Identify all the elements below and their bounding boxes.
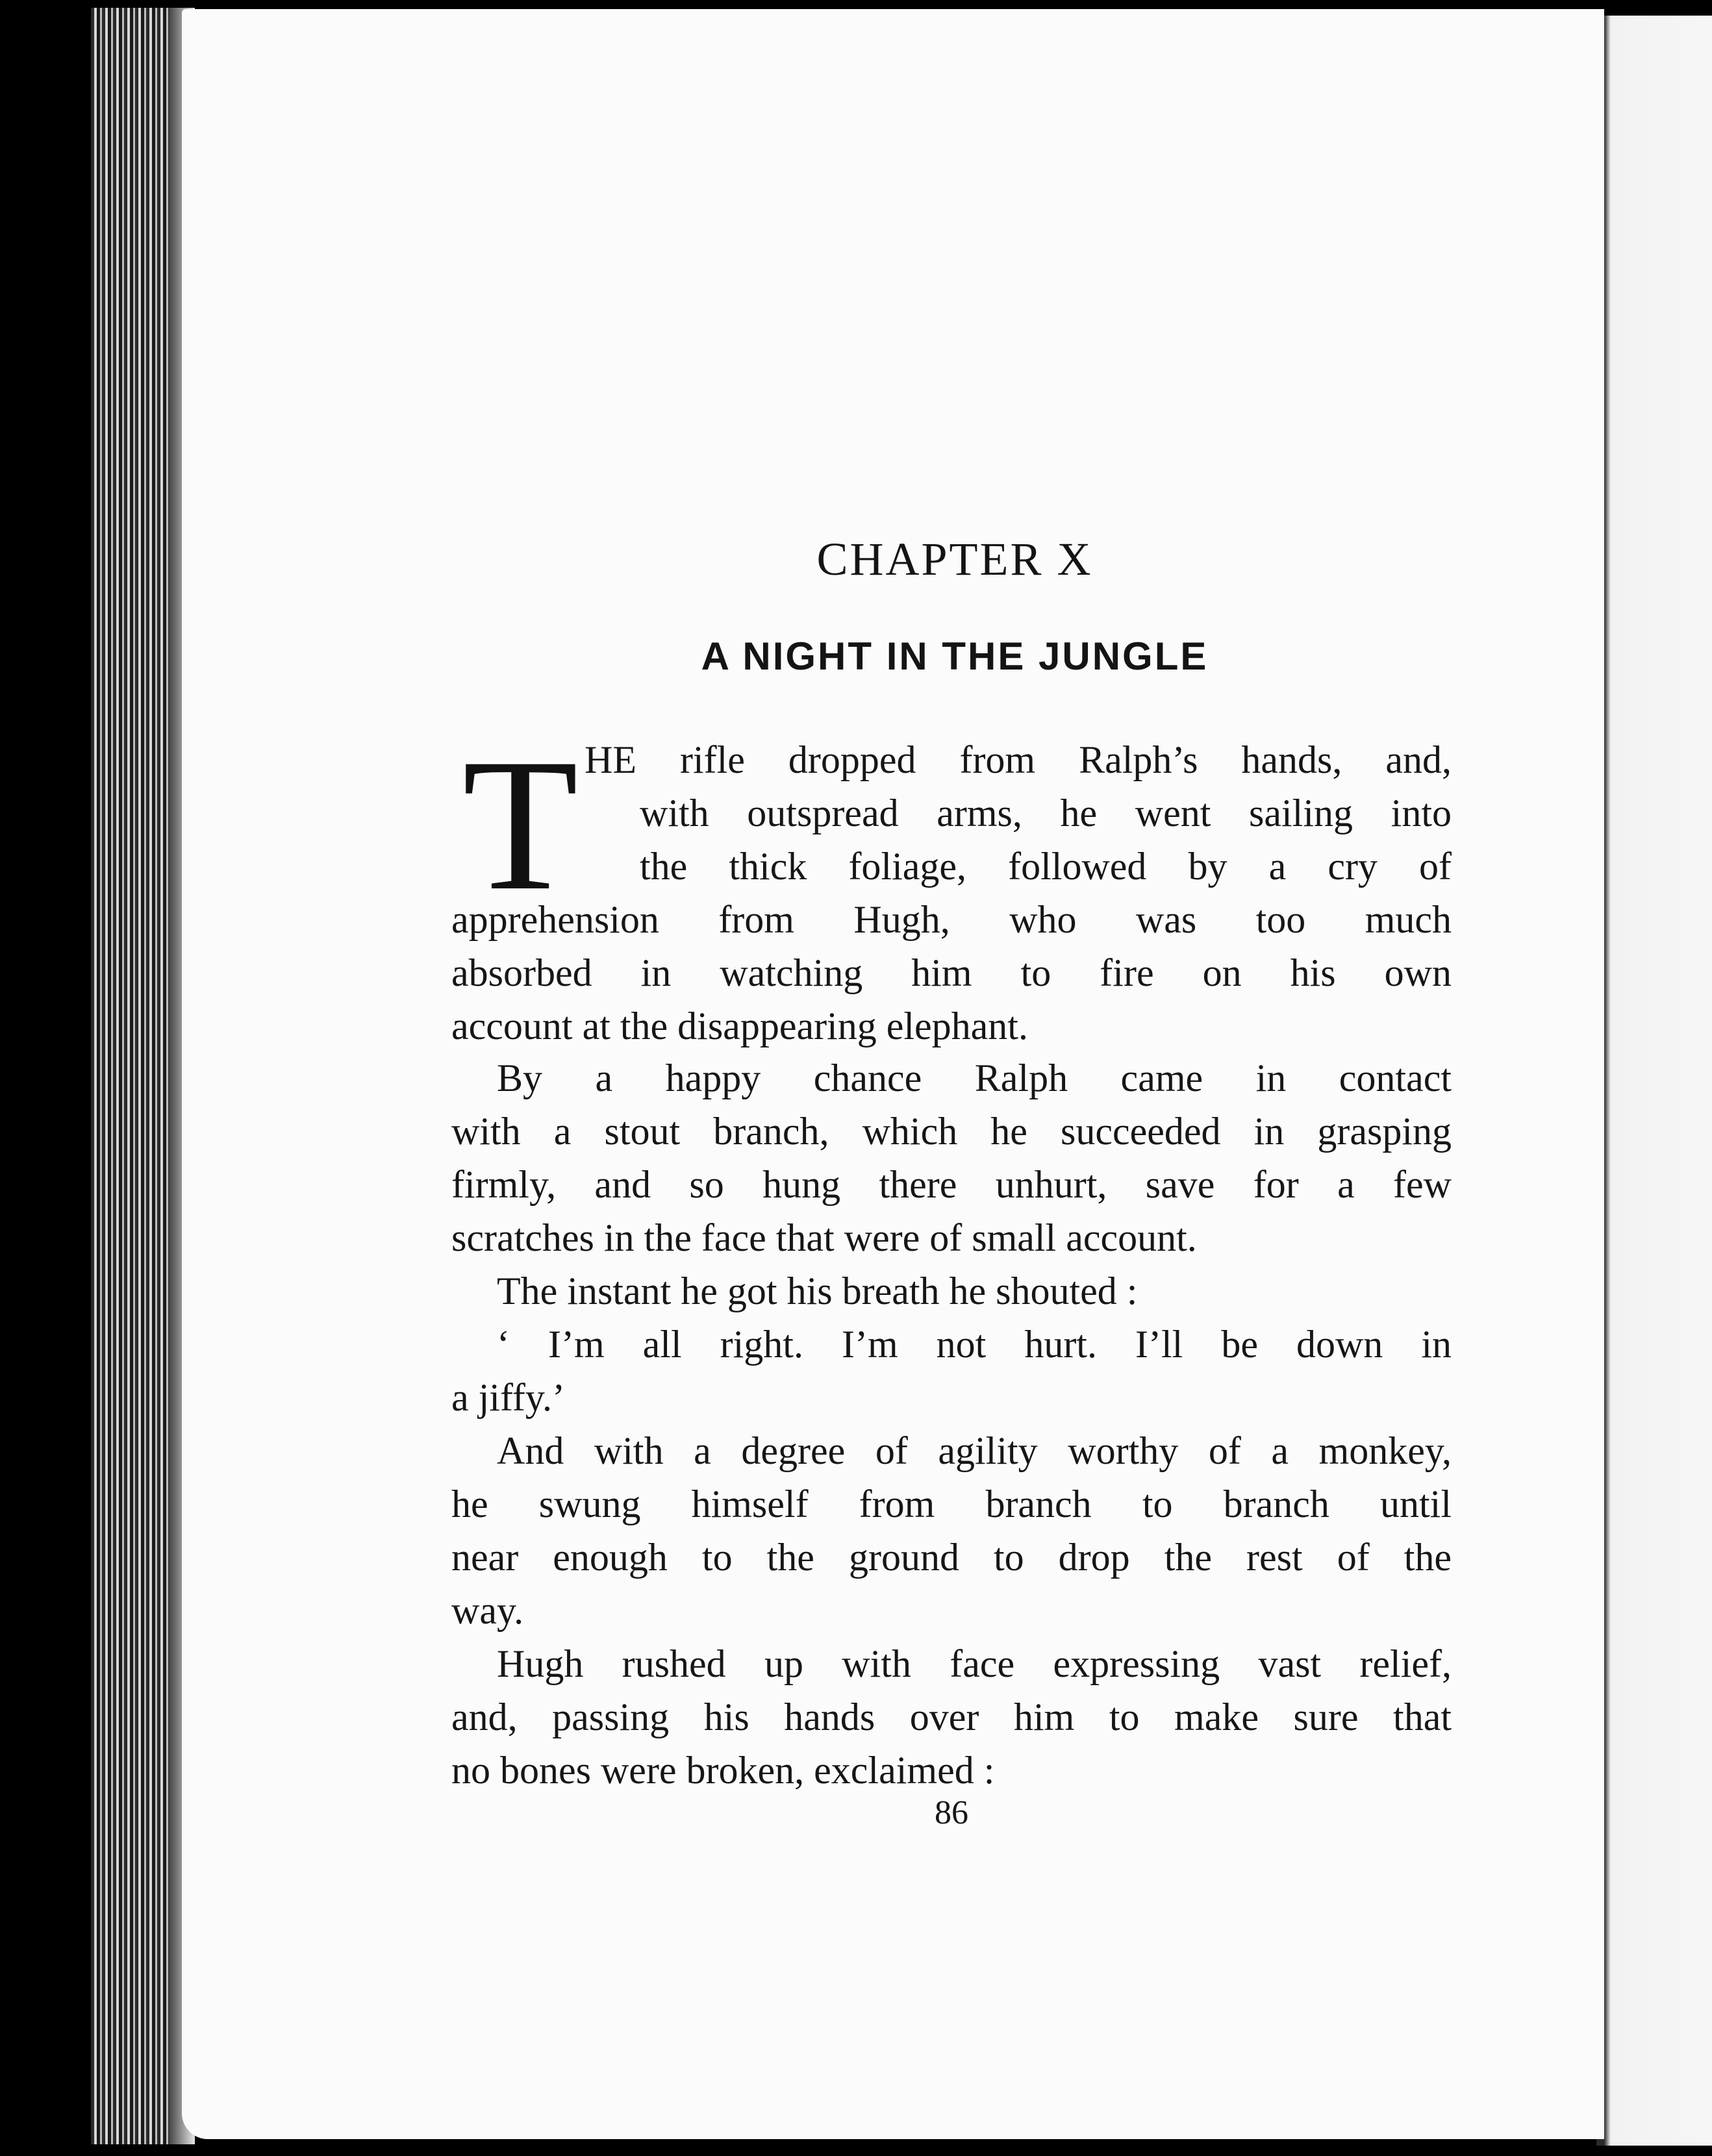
text-line: with a stout branch, which he succeeded in grasping bbox=[451, 1110, 1452, 1153]
text-line: firmly, and so hung there unhurt, save for a few bbox=[451, 1163, 1452, 1206]
chapter-title: CHAPTER X bbox=[816, 533, 1093, 585]
text-line: with outspread arms, he went sailing into bbox=[640, 792, 1452, 834]
text-line: no bones were broken, exclaimed : bbox=[451, 1749, 995, 1792]
text-line: scratches in the face that were of small account. bbox=[451, 1216, 1197, 1259]
text-line: By a happy chance Ralph came in contact bbox=[497, 1057, 1452, 1099]
drop-cap: T bbox=[462, 720, 579, 930]
text-line: the thick foliage, followed by a cry of bbox=[640, 845, 1452, 888]
text-line: and, passing his hands over him to make sure that bbox=[451, 1696, 1452, 1738]
next-page-edge bbox=[1596, 16, 1712, 2146]
text-line: The instant he got his breath he shouted : bbox=[497, 1270, 1138, 1312]
chapter-subtitle: A NIGHT IN THE JUNGLE bbox=[701, 634, 1209, 678]
text-line: he swung himself from branch to branch until bbox=[451, 1483, 1452, 1525]
page-number: 86 bbox=[935, 1794, 968, 1831]
text-line: ‘ I’m all right. I’m not hurt. I’ll be down in bbox=[497, 1323, 1452, 1366]
text-line: way. bbox=[451, 1589, 524, 1632]
text-line: HE rifle dropped from Ralph’s hands, and, bbox=[585, 738, 1452, 781]
text-line: absorbed in watching him to fire on his own bbox=[451, 951, 1452, 994]
text-line: And with a degree of agility worthy of a monkey, bbox=[497, 1429, 1452, 1472]
text-line: apprehension from Hugh, who was too much bbox=[451, 898, 1452, 941]
text-line: Hugh rushed up with face expressing vast relief, bbox=[497, 1642, 1452, 1685]
text-line: account at the disappearing elephant. bbox=[451, 1005, 1028, 1047]
text-line: near enough to the ground to drop the rest of the bbox=[451, 1536, 1452, 1579]
text-line: a jiffy.’ bbox=[451, 1376, 565, 1419]
